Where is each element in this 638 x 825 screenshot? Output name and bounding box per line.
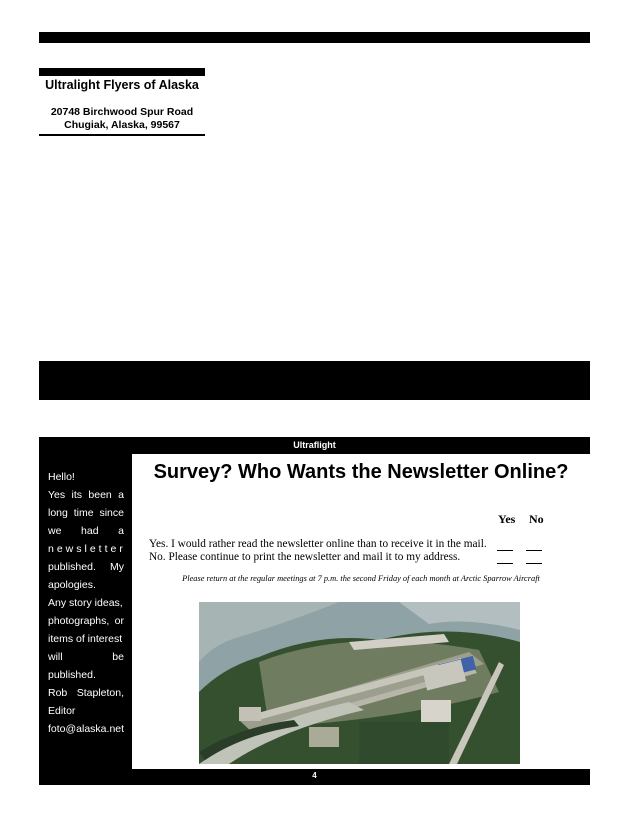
airfield-aerial-image <box>199 602 520 764</box>
sidebar-line: Hello! <box>48 471 75 483</box>
page-header: Ultraflight <box>293 440 336 450</box>
sidebar-line: will be published. <box>48 651 124 681</box>
mailing-address <box>39 106 205 132</box>
page-number: 4 <box>312 771 317 780</box>
editor-note-sidebar <box>48 468 124 738</box>
option-online-yes-blank[interactable] <box>497 550 513 551</box>
option-online: Yes. I would rather read the newsletter online than to receive it in the mail. <box>149 538 487 550</box>
organization-name: Ultralight Flyers of Alaska <box>45 78 199 92</box>
option-online-no-blank[interactable] <box>526 550 542 551</box>
sidebar-line: apologies. <box>48 579 96 591</box>
address-underline <box>39 134 205 136</box>
address-street: 20748 Birchwood Spur Road <box>50 106 194 118</box>
return-instructions: Please return at the regular meetings at 7 p.m. the second Friday of each month at Arctic Sparrow Aircraft <box>182 574 540 583</box>
fold-black-bar <box>39 361 590 400</box>
top-black-bar <box>39 32 590 43</box>
sidebar-line: Yes its been a <box>48 489 124 501</box>
airfield-aerial-photo <box>199 602 520 764</box>
address-city: Chugiak, Alaska, 99567 <box>64 119 180 131</box>
sidebar-line: Editor <box>48 705 76 717</box>
sidebar-line: we had a <box>48 525 124 537</box>
sidebar-line: photographs, or <box>48 615 124 627</box>
survey-title: Survey? Who Wants the Newsletter Online? <box>153 461 569 483</box>
no-column-header: No <box>529 512 544 526</box>
return-address-bar <box>39 68 205 76</box>
option-print: No. Please continue to print the newsletter and mail it to my address. <box>149 551 461 563</box>
sidebar-line: Rob Stapleton, <box>48 687 124 699</box>
yes-column-header: Yes <box>498 512 516 526</box>
sidebar-line: newsletter <box>48 543 126 555</box>
survey-content <box>132 454 590 769</box>
sidebar-line: published. My <box>48 561 124 573</box>
sidebar-line: long time since <box>48 507 124 519</box>
option-print-no-blank[interactable] <box>526 563 542 564</box>
sidebar-line: items of interest <box>48 633 123 645</box>
sidebar-email: foto@alaska.net <box>48 723 125 735</box>
sidebar-line: Any story ideas, <box>48 597 123 609</box>
option-print-yes-blank[interactable] <box>497 563 513 564</box>
